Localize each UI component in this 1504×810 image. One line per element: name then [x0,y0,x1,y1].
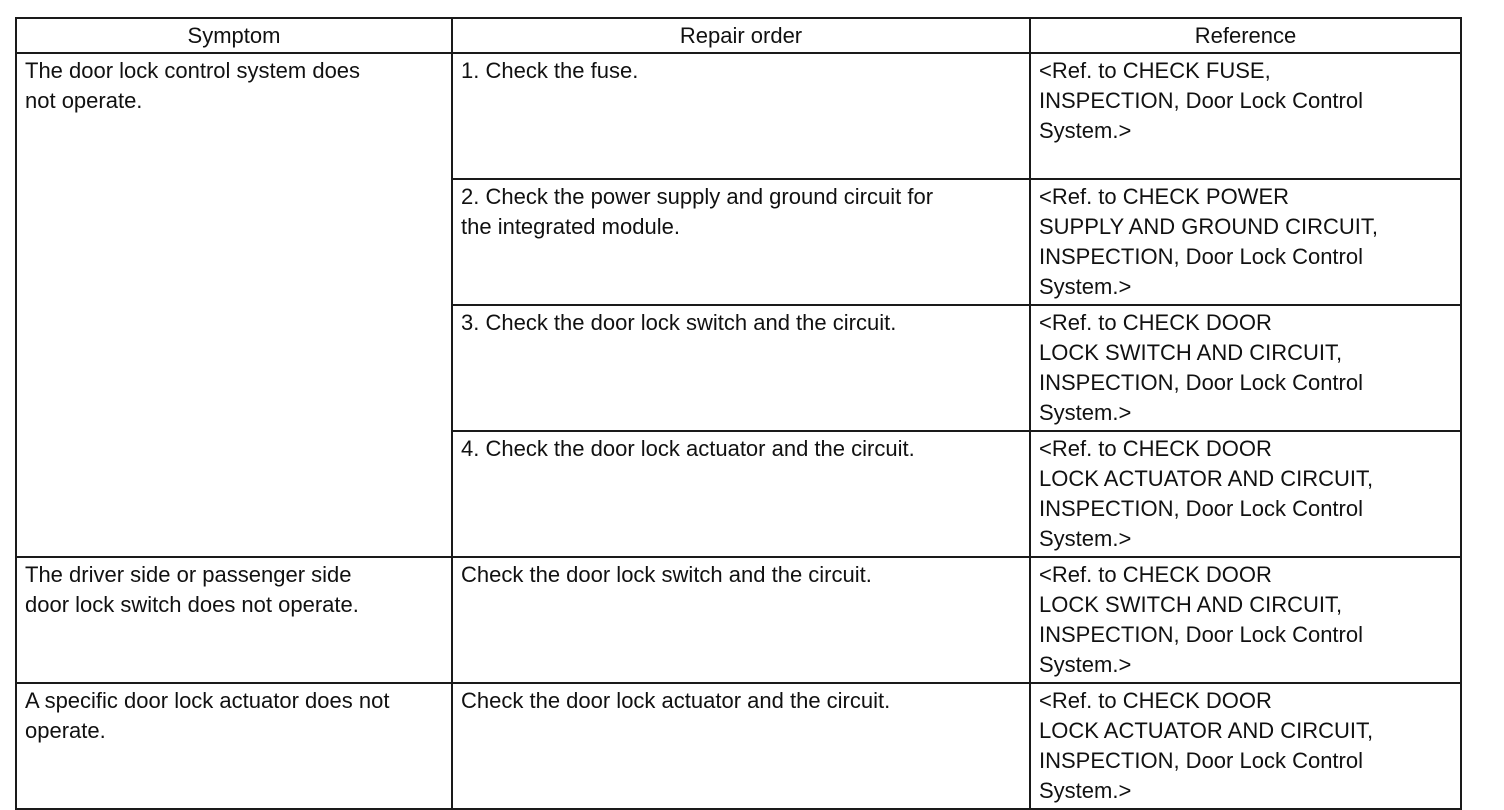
symptom-text: The door lock control system does not operate. [25,58,361,113]
header-repair-order: Repair order [452,18,1030,53]
repair-cell [452,305,1030,431]
reference-cell [1030,431,1461,557]
reference-text: <Ref. to CHECK DOOR LOCK ACTUATOR AND CIRCUIT, INSPECTION, Door Lock Control System.> [1039,436,1374,551]
reference-cell [1030,179,1461,305]
reference-cell [1030,305,1461,431]
repair-cell [452,683,1030,809]
symptom-cell [16,683,452,809]
reference-text: <Ref. to CHECK POWER SUPPLY AND GROUND CIRCUIT, INSPECTION, Door Lock Control System.> [1039,184,1379,299]
reference-cell [1030,683,1461,809]
reference-text: <Ref. to CHECK DOOR LOCK ACTUATOR AND CIRCUIT, INSPECTION, Door Lock Control System.> [1039,688,1374,803]
repair-text: 2. Check the power supply and ground circuit for the integrated module. [461,184,934,239]
reference-cell [1030,557,1461,683]
table-row [16,557,1461,683]
table-row [16,683,1461,809]
table-row [16,53,1461,179]
repair-text: 1. Check the fuse. [461,58,639,83]
repair-text: 3. Check the door lock switch and the circuit. [461,310,897,335]
repair-cell [452,53,1030,179]
reference-cell [1030,53,1461,179]
reference-text: <Ref. to CHECK FUSE, INSPECTION, Door Lock Control System.> [1039,58,1363,143]
troubleshooting-table [15,17,1462,810]
repair-cell [452,431,1030,557]
reference-text: <Ref. to CHECK DOOR LOCK SWITCH AND CIRCUIT, INSPECTION, Door Lock Control System.> [1039,310,1363,425]
symptom-text: The driver side or passenger side door lock switch does not operate. [25,562,359,617]
symptom-cell [16,53,452,557]
symptom-cell [16,557,452,683]
header-row [16,18,1461,53]
symptom-text: A specific door lock actuator does not operate. [25,688,390,743]
repair-text: Check the door lock actuator and the circuit. [461,688,891,713]
repair-cell [452,179,1030,305]
repair-text: 4. Check the door lock actuator and the circuit. [461,436,915,461]
repair-text: Check the door lock switch and the circuit. [461,562,872,587]
reference-text: <Ref. to CHECK DOOR LOCK SWITCH AND CIRCUIT, INSPECTION, Door Lock Control System.> [1039,562,1363,677]
header-reference: Reference [1030,18,1461,53]
header-symptom: Symptom [16,18,452,53]
repair-cell [452,557,1030,683]
